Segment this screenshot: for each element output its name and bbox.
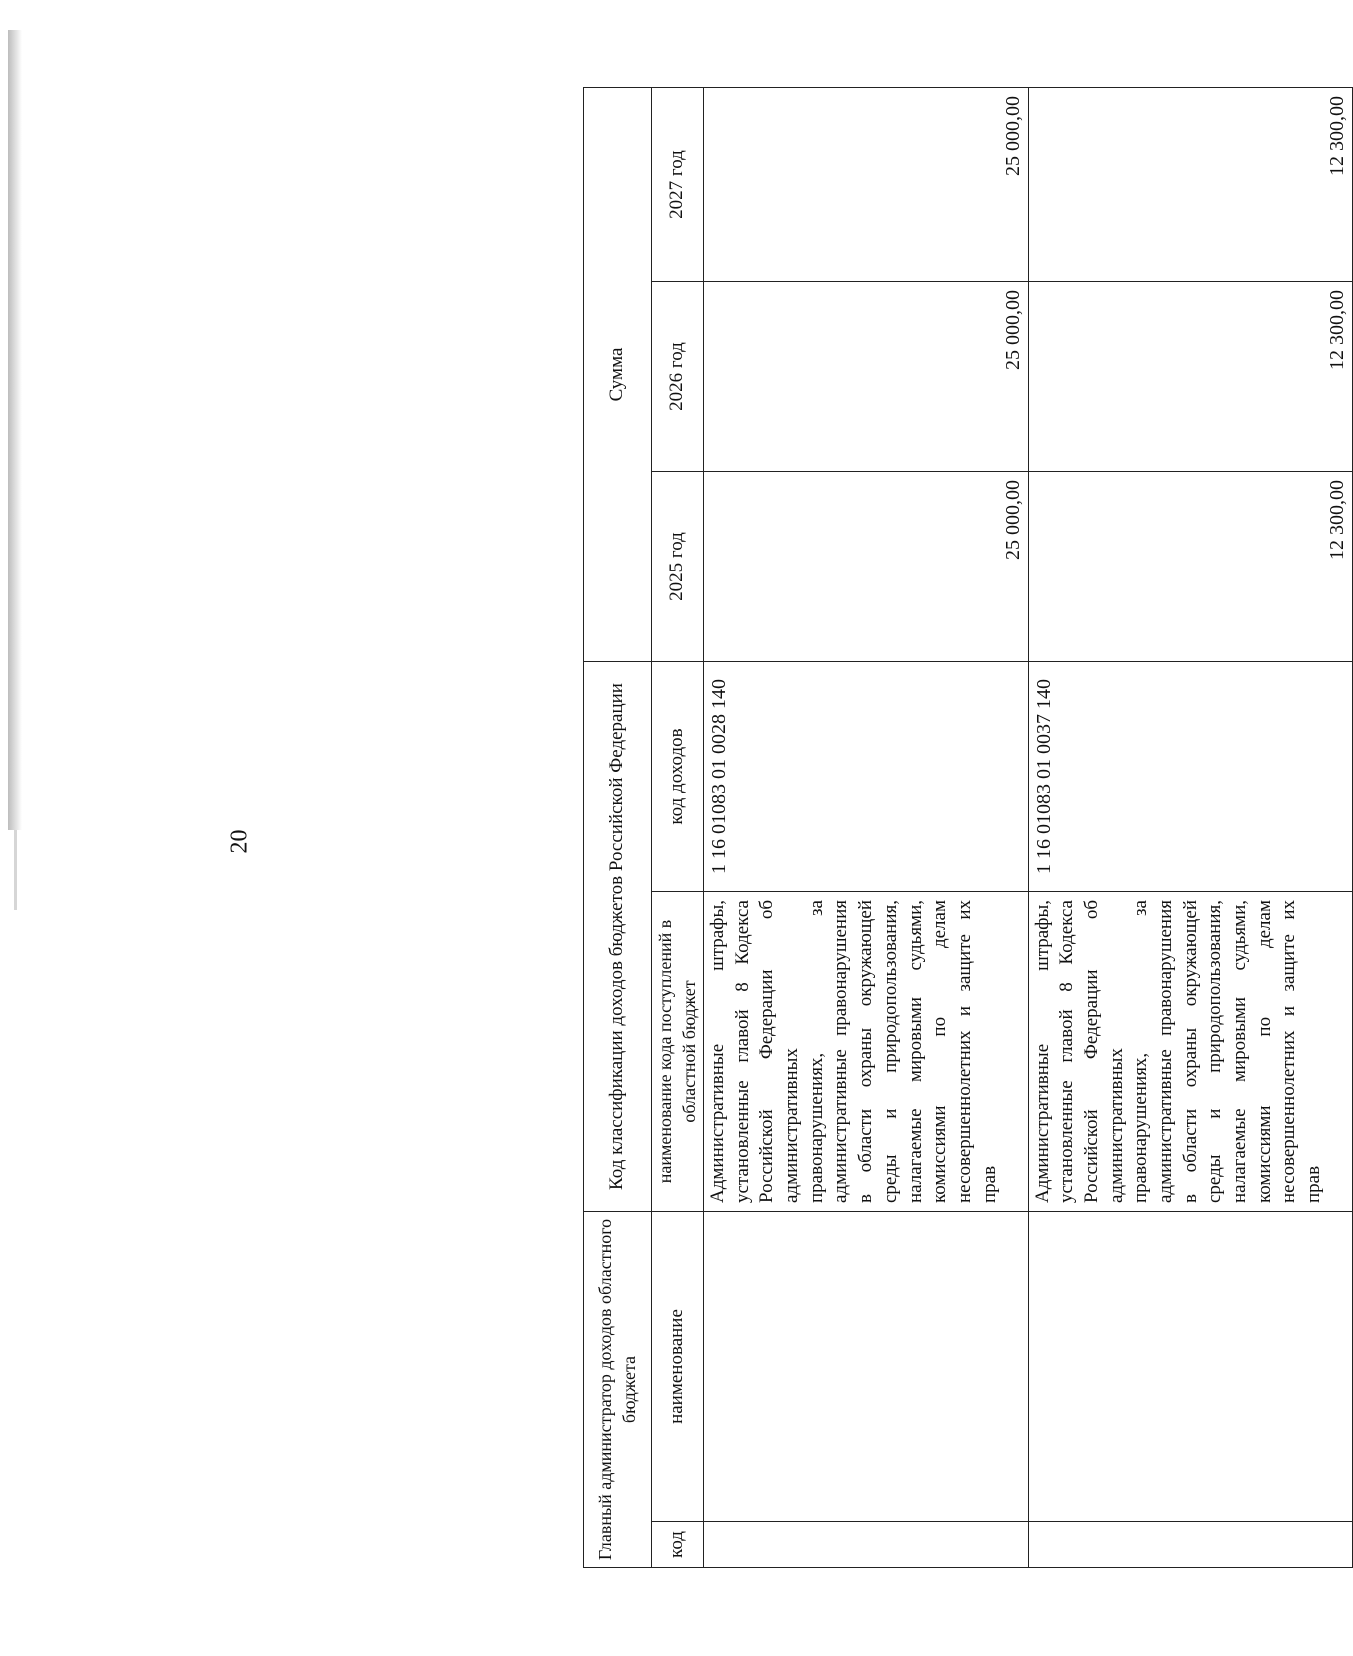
row-revenue-name: Административные штрафы, установленные главой 8 Кодекса Российской Федерации об административных правонарушениях, за административные правонарушения в области охраны окружающей среды и природопользования, налагаемые мировыми судьями, комиссиями по делам несовершеннолетних и защите их прав — [704, 892, 1029, 1212]
header-revenue-name: наименование кода поступлений в областной бюджет — [652, 892, 704, 1212]
row-admin-name — [1028, 1212, 1353, 1522]
row-sum-2027: 12 300,00 — [1028, 87, 1353, 281]
table-row — [704, 87, 1029, 1567]
header-name: наименование — [652, 1212, 704, 1522]
scan-edge-mark — [14, 830, 17, 910]
row-sum-2025: 12 300,00 — [1028, 472, 1353, 662]
header-year-2026: 2026 год — [652, 282, 704, 472]
header-code: код — [652, 1522, 704, 1568]
row-admin-code — [1028, 1522, 1353, 1568]
row-admin-code — [704, 1522, 1029, 1568]
row-admin-name — [704, 1212, 1029, 1522]
row-sum-2025: 25 000,00 — [704, 472, 1029, 662]
header-admin-group: Главный администратор доходов областного бюджета — [584, 1212, 652, 1568]
row-revenue-code: 1 16 01083 01 0028 140 — [704, 662, 1029, 892]
scan-edge-shadow — [8, 30, 22, 830]
header-revenue-code: код доходов — [652, 662, 704, 892]
row-sum-2027: 25 000,00 — [704, 87, 1029, 281]
page-number: 20 — [226, 829, 253, 854]
row-revenue-code: 1 16 01083 01 0037 140 — [1028, 662, 1353, 892]
row-revenue-name: Административные штрафы, установленные главой 8 Кодекса Российской Федерации об административных правонарушениях, за административные правонарушения в области охраны окружающей среды и природопользования, налагаемые мировыми судьями, комиссиями по делам несовершеннолетних и защите их прав — [1028, 892, 1353, 1212]
table-row — [1028, 87, 1353, 1567]
header-sum-group: Сумма — [584, 87, 652, 661]
rotated-table-sheet — [583, 88, 1353, 1568]
row-sum-2026: 12 300,00 — [1028, 282, 1353, 472]
revenue-classification-table — [583, 87, 1353, 1568]
header-year-2027: 2027 год — [652, 87, 704, 281]
header-year-2025: 2025 год — [652, 472, 704, 662]
row-sum-2026: 25 000,00 — [704, 282, 1029, 472]
header-classification-group: Код классификации доходов бюджетов Российской Федерации — [584, 662, 652, 1212]
